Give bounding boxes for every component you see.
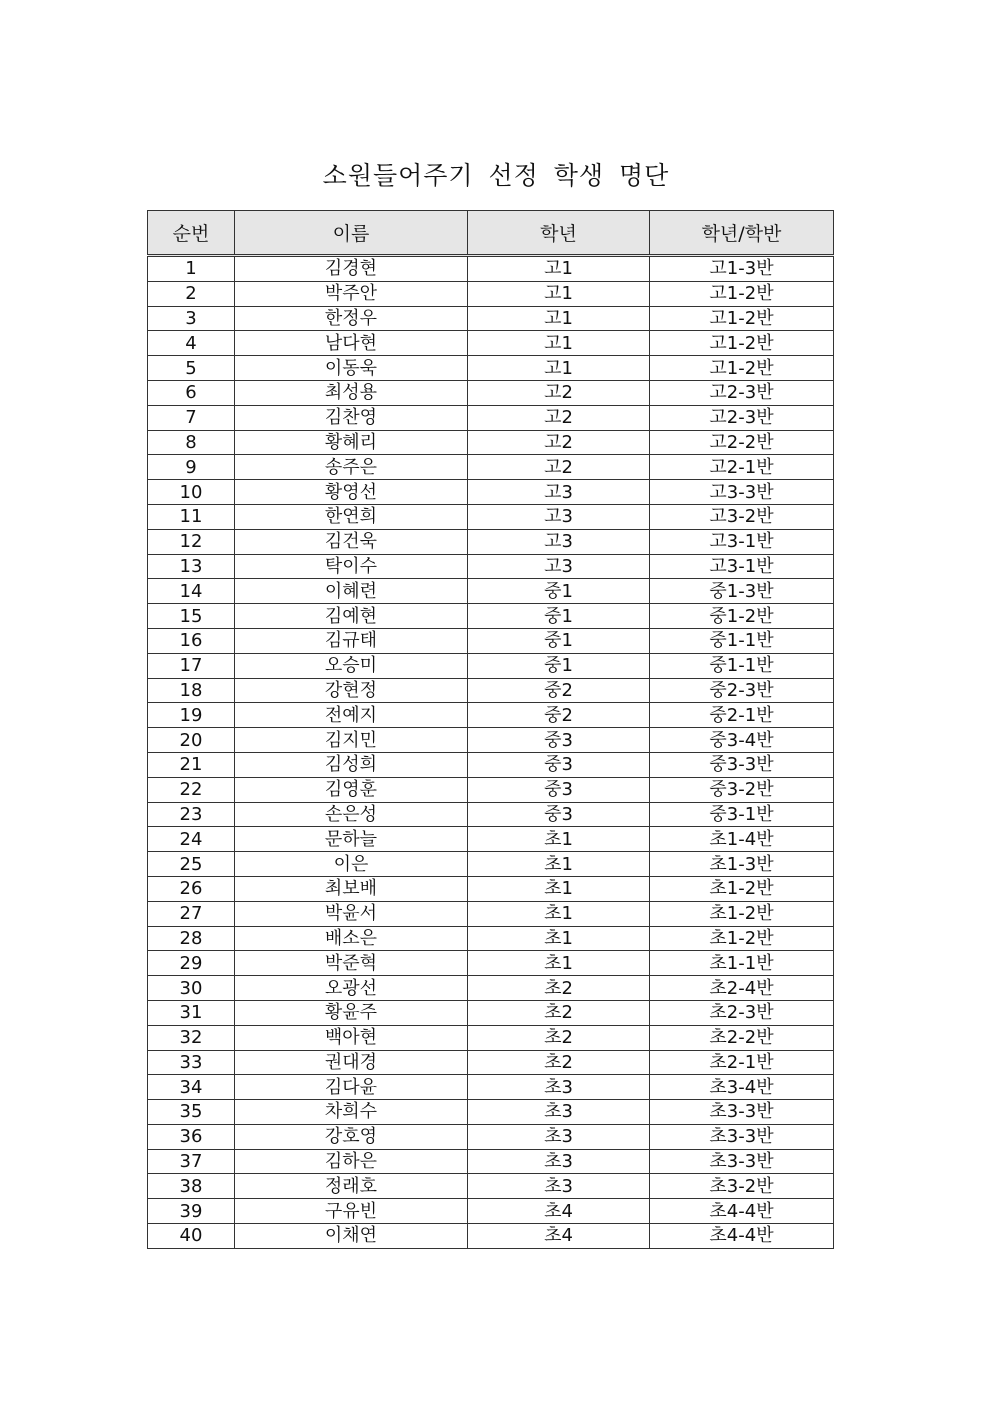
cell-grade: 고3	[468, 480, 650, 505]
cell-number: 27	[148, 901, 235, 926]
table-row	[148, 604, 834, 629]
cell-name: 김하은	[235, 1149, 468, 1174]
cell-grade-class: 중3-1반	[650, 802, 834, 827]
cell-grade: 초3	[468, 1174, 650, 1199]
cell-grade-class: 고3-1반	[650, 529, 834, 554]
cell-number: 26	[148, 876, 235, 901]
cell-grade: 초3	[468, 1075, 650, 1100]
cell-name: 최보배	[235, 876, 468, 901]
cell-name: 이동욱	[235, 356, 468, 381]
cell-name: 김다윤	[235, 1075, 468, 1100]
cell-number: 20	[148, 728, 235, 753]
cell-grade-class: 중3-3반	[650, 752, 834, 777]
cell-name: 김영훈	[235, 777, 468, 802]
table-row	[148, 1224, 834, 1249]
cell-grade-class: 초1-2반	[650, 926, 834, 951]
cell-name: 이혜련	[235, 579, 468, 604]
cell-grade: 초3	[468, 1149, 650, 1174]
cell-name: 송주은	[235, 455, 468, 480]
cell-number: 11	[148, 504, 235, 529]
table-row	[148, 876, 834, 901]
cell-grade: 중1	[468, 628, 650, 653]
cell-grade-class: 초4-4반	[650, 1224, 834, 1249]
cell-number: 36	[148, 1124, 235, 1149]
cell-grade-class: 중3-2반	[650, 777, 834, 802]
cell-number: 24	[148, 827, 235, 852]
cell-grade: 고2	[468, 455, 650, 480]
cell-name: 박준혁	[235, 951, 468, 976]
cell-grade-class: 고2-2반	[650, 430, 834, 455]
table-row	[148, 802, 834, 827]
table-row	[148, 1075, 834, 1100]
cell-grade: 고2	[468, 430, 650, 455]
cell-name: 김규태	[235, 628, 468, 653]
cell-name: 이채연	[235, 1224, 468, 1249]
cell-number: 30	[148, 976, 235, 1001]
student-roster-table	[147, 210, 834, 1249]
cell-grade: 초3	[468, 1100, 650, 1125]
table-row	[148, 1174, 834, 1199]
cell-name: 구유빈	[235, 1199, 468, 1224]
table-row	[148, 827, 834, 852]
cell-number: 9	[148, 455, 235, 480]
cell-name: 전예지	[235, 703, 468, 728]
cell-grade-class: 초1-4반	[650, 827, 834, 852]
cell-number: 38	[148, 1174, 235, 1199]
table-row	[148, 777, 834, 802]
cell-grade-class: 초2-2반	[650, 1025, 834, 1050]
table-row	[148, 653, 834, 678]
cell-number: 25	[148, 852, 235, 877]
table-row	[148, 306, 834, 331]
table-body	[148, 256, 834, 1249]
cell-grade-class: 초2-4반	[650, 976, 834, 1001]
cell-grade: 고1	[468, 331, 650, 356]
cell-name: 강현정	[235, 678, 468, 703]
table-row	[148, 1050, 834, 1075]
table-row	[148, 752, 834, 777]
cell-grade: 중3	[468, 752, 650, 777]
cell-name: 문하늘	[235, 827, 468, 852]
table-row	[148, 480, 834, 505]
cell-grade: 초1	[468, 951, 650, 976]
cell-number: 12	[148, 529, 235, 554]
cell-name: 김찬영	[235, 405, 468, 430]
cell-name: 한정우	[235, 306, 468, 331]
cell-name: 백아현	[235, 1025, 468, 1050]
cell-grade-class: 중3-4반	[650, 728, 834, 753]
cell-number: 10	[148, 480, 235, 505]
cell-grade-class: 중2-3반	[650, 678, 834, 703]
cell-grade: 중1	[468, 653, 650, 678]
table-row	[148, 529, 834, 554]
table-row	[148, 430, 834, 455]
table-row	[148, 1124, 834, 1149]
cell-number: 8	[148, 430, 235, 455]
cell-grade: 고1	[468, 281, 650, 306]
cell-number: 39	[148, 1199, 235, 1224]
cell-name: 탁이수	[235, 554, 468, 579]
column-header-grade: 학년	[468, 211, 650, 256]
cell-name: 김건욱	[235, 529, 468, 554]
cell-grade: 초1	[468, 901, 650, 926]
table-row	[148, 579, 834, 604]
cell-name: 정래호	[235, 1174, 468, 1199]
cell-grade-class: 초1-2반	[650, 901, 834, 926]
cell-grade: 고3	[468, 529, 650, 554]
table-row	[148, 256, 834, 282]
cell-name: 박윤서	[235, 901, 468, 926]
cell-name: 김경현	[235, 256, 468, 282]
cell-grade-class: 고1-2반	[650, 281, 834, 306]
cell-grade: 중3	[468, 802, 650, 827]
cell-name: 김예현	[235, 604, 468, 629]
table-row	[148, 1199, 834, 1224]
table-row	[148, 1000, 834, 1025]
cell-grade-class: 고2-1반	[650, 455, 834, 480]
cell-grade: 초2	[468, 1050, 650, 1075]
cell-grade: 중2	[468, 703, 650, 728]
cell-grade-class: 초2-1반	[650, 1050, 834, 1075]
cell-number: 31	[148, 1000, 235, 1025]
cell-grade-class: 중1-2반	[650, 604, 834, 629]
cell-grade-class: 초1-2반	[650, 876, 834, 901]
table-row	[148, 1025, 834, 1050]
cell-name: 박주안	[235, 281, 468, 306]
cell-grade: 고3	[468, 504, 650, 529]
table-row	[148, 628, 834, 653]
table-row	[148, 926, 834, 951]
cell-grade: 중3	[468, 777, 650, 802]
cell-grade-class: 고1-3반	[650, 256, 834, 282]
table-row	[148, 281, 834, 306]
cell-grade: 고1	[468, 306, 650, 331]
cell-number: 22	[148, 777, 235, 802]
cell-grade-class: 고2-3반	[650, 405, 834, 430]
cell-grade: 중3	[468, 728, 650, 753]
cell-number: 18	[148, 678, 235, 703]
cell-grade-class: 고2-3반	[650, 380, 834, 405]
cell-grade: 중1	[468, 579, 650, 604]
table-row	[148, 951, 834, 976]
table-row	[148, 554, 834, 579]
column-header-name: 이름	[235, 211, 468, 256]
cell-grade: 초2	[468, 1000, 650, 1025]
cell-name: 한연희	[235, 504, 468, 529]
cell-number: 5	[148, 356, 235, 381]
cell-name: 황혜리	[235, 430, 468, 455]
cell-grade-class: 초3-2반	[650, 1174, 834, 1199]
cell-number: 13	[148, 554, 235, 579]
cell-number: 15	[148, 604, 235, 629]
cell-number: 40	[148, 1224, 235, 1249]
cell-grade: 초1	[468, 852, 650, 877]
table-row	[148, 728, 834, 753]
cell-name: 오승미	[235, 653, 468, 678]
cell-grade: 중2	[468, 678, 650, 703]
cell-grade-class: 고1-2반	[650, 356, 834, 381]
cell-name: 권대경	[235, 1050, 468, 1075]
cell-grade-class: 초3-3반	[650, 1124, 834, 1149]
cell-number: 3	[148, 306, 235, 331]
table-row	[148, 852, 834, 877]
cell-grade-class: 고3-1반	[650, 554, 834, 579]
table-row	[148, 1149, 834, 1174]
cell-number: 16	[148, 628, 235, 653]
cell-grade-class: 고1-2반	[650, 331, 834, 356]
cell-grade: 초2	[468, 1025, 650, 1050]
column-header-number: 순번	[148, 211, 235, 256]
cell-number: 19	[148, 703, 235, 728]
cell-grade-class: 고3-2반	[650, 504, 834, 529]
cell-name: 차희수	[235, 1100, 468, 1125]
cell-name: 강호영	[235, 1124, 468, 1149]
cell-grade-class: 중2-1반	[650, 703, 834, 728]
cell-grade: 초4	[468, 1224, 650, 1249]
table-row	[148, 331, 834, 356]
table-row	[148, 1100, 834, 1125]
cell-grade-class: 고1-2반	[650, 306, 834, 331]
cell-grade: 중1	[468, 604, 650, 629]
cell-name: 배소은	[235, 926, 468, 951]
cell-grade-class: 초1-3반	[650, 852, 834, 877]
cell-grade: 초2	[468, 976, 650, 1001]
cell-number: 33	[148, 1050, 235, 1075]
cell-grade: 고2	[468, 380, 650, 405]
table-row	[148, 504, 834, 529]
cell-number: 21	[148, 752, 235, 777]
cell-name: 오광선	[235, 976, 468, 1001]
cell-grade: 고1	[468, 256, 650, 282]
cell-grade: 고3	[468, 554, 650, 579]
cell-grade: 초1	[468, 876, 650, 901]
cell-grade-class: 초3-4반	[650, 1075, 834, 1100]
table-row	[148, 380, 834, 405]
cell-grade-class: 초4-4반	[650, 1199, 834, 1224]
cell-name: 김성희	[235, 752, 468, 777]
cell-grade-class: 초3-3반	[650, 1149, 834, 1174]
cell-name: 김지민	[235, 728, 468, 753]
table-row	[148, 901, 834, 926]
cell-grade: 고1	[468, 356, 650, 381]
column-header-grade-class: 학년/학반	[650, 211, 834, 256]
cell-name: 최성용	[235, 380, 468, 405]
cell-grade: 초1	[468, 827, 650, 852]
table-row	[148, 356, 834, 381]
cell-number: 1	[148, 256, 235, 282]
cell-name: 황윤주	[235, 1000, 468, 1025]
cell-number: 2	[148, 281, 235, 306]
table-row	[148, 455, 834, 480]
table-row	[148, 976, 834, 1001]
cell-grade-class: 중1-1반	[650, 628, 834, 653]
cell-name: 황영선	[235, 480, 468, 505]
cell-grade-class: 초2-3반	[650, 1000, 834, 1025]
cell-number: 35	[148, 1100, 235, 1125]
cell-number: 29	[148, 951, 235, 976]
cell-number: 4	[148, 331, 235, 356]
cell-grade-class: 초1-1반	[650, 951, 834, 976]
table-row	[148, 678, 834, 703]
cell-number: 37	[148, 1149, 235, 1174]
table-row	[148, 405, 834, 430]
cell-number: 23	[148, 802, 235, 827]
cell-number: 34	[148, 1075, 235, 1100]
cell-name: 손은성	[235, 802, 468, 827]
table-row	[148, 703, 834, 728]
cell-grade-class: 초3-3반	[650, 1100, 834, 1125]
cell-grade: 고2	[468, 405, 650, 430]
table-header-row	[148, 211, 834, 256]
cell-grade-class: 고3-3반	[650, 480, 834, 505]
cell-number: 7	[148, 405, 235, 430]
cell-grade: 초1	[468, 926, 650, 951]
cell-grade: 초3	[468, 1124, 650, 1149]
cell-number: 28	[148, 926, 235, 951]
cell-grade-class: 중1-1반	[650, 653, 834, 678]
cell-number: 6	[148, 380, 235, 405]
page-title: 소원들어주기 선정 학생 명단	[322, 161, 670, 190]
cell-number: 14	[148, 579, 235, 604]
cell-name: 남다현	[235, 331, 468, 356]
cell-grade-class: 중1-3반	[650, 579, 834, 604]
cell-number: 32	[148, 1025, 235, 1050]
cell-grade: 초4	[468, 1199, 650, 1224]
cell-number: 17	[148, 653, 235, 678]
cell-name: 이은	[235, 852, 468, 877]
